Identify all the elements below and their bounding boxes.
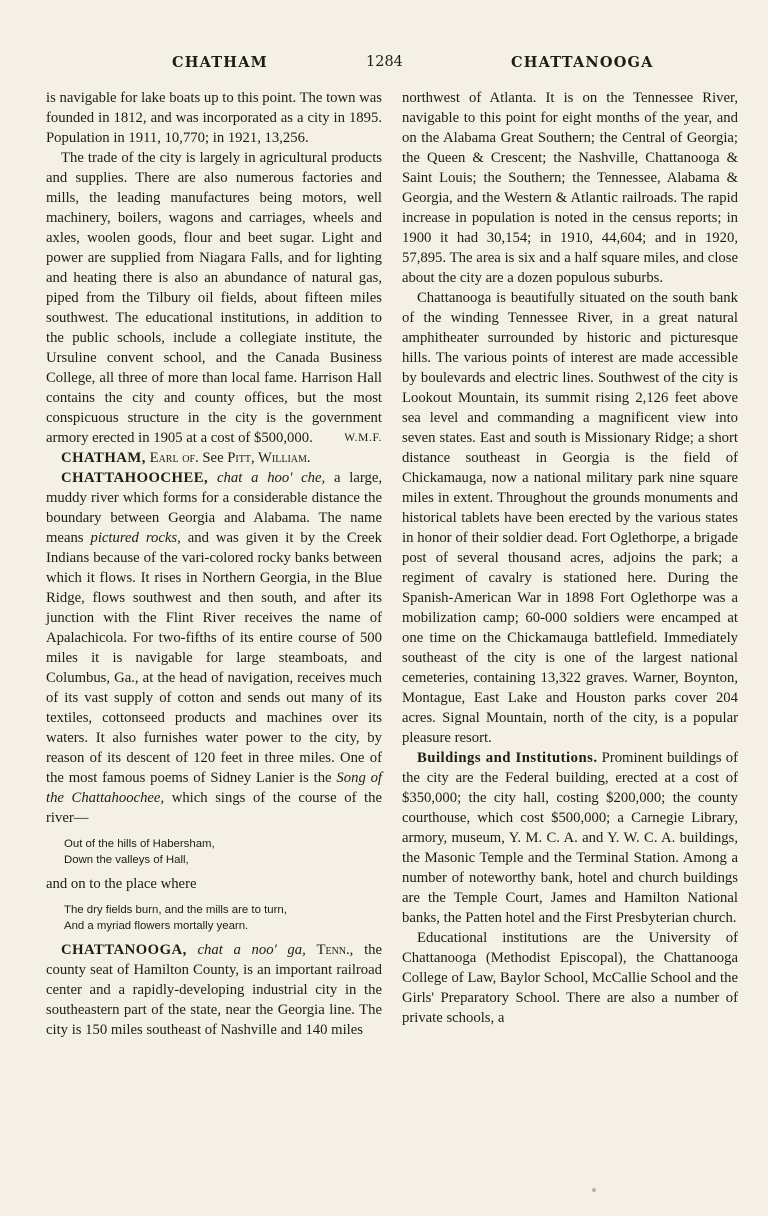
chatham-trade-text: The trade of the city is largely in agricultural products and supplies. There are also numerous factories and mills, the leading manufactures being motors, well machinery, boilers, wagons and carriages, wheels and axles, woolen goods, flour and beet sugar. Light and power are supplied from Niagara Falls, and for lighting and heating there is also an abundance of natural gas, piped from the Tilbury oil fields, about fifteen miles southwest. The educational institutions, in addition to the public schools, include a collegiate institute, the Ursuline convent school, and the Canada Business College, all three of more than local fame. Harrison Hall contains the city and county offices, but the most conspicuous structure in the city is the government armory erected in 1905 at a cost of $500,000.: [46, 150, 382, 446]
poem-line: And a myriad flowers mortally yearn.: [64, 920, 249, 932]
poem-title: Song of the Chattahoochee,: [46, 770, 383, 806]
poem-line: The dry fields burn, and the mills are to turn,: [64, 904, 287, 916]
left-column: [46, 88, 382, 1040]
paper-speck: [592, 1188, 596, 1192]
header-left-guide-word: CHATHAM: [172, 54, 268, 71]
cross-ref-link: Pitt, William.: [227, 450, 311, 466]
right-column: [402, 88, 738, 1028]
entry-text: and was given it by the Creek Indians because of the vari-colored rocky banks between which it flows. It rises in Northern Georgia, in the Blue Ridge, flows southwest and then south, and after its junction with the Flint River receives the name of Apalachicola. For two-fifths of its entire course of 500 miles it is navigable for large steamboats, and Columbus, Ga., at the head of navigation, receives much of its vast supply of cotton and sends out many of its textiles, cottonseed products and machines over its waters. It also furnishes water power to the city, by reason of its descent of 120 feet in three miles. One of the most famous poems of Sidney Lanier is the: [46, 530, 382, 786]
poem-line: Down the valleys of Hall,: [64, 854, 189, 866]
entry-title: Earl of.: [149, 450, 199, 466]
entry-text: which sings of the course of the river—: [46, 790, 382, 826]
buildings-paragraph: [402, 748, 738, 928]
chattanooga-entry: [46, 940, 382, 1040]
chatham-trade-paragraph: [46, 148, 382, 448]
state-abbreviation: Tenn.,: [316, 942, 354, 958]
page-number: 1284: [366, 54, 403, 70]
poem-line: Out of the hills of Habersham,: [64, 838, 215, 850]
poem-quote-2: [64, 902, 382, 934]
cross-ref-see: See: [202, 450, 224, 466]
section-text: Prominent buildings of the city are the Federal building, erected at a cost of $350,000; the city hall, costing $200,000; the county courthouse, which cost $500,000; a Carnegie Library, armory, museum, Y. M. C. A. and Y. W. C. A. buildings, the Masonic Temple and the Terminal Station. Among a number of noteworthy bank, hotel and church buildings are the Temple Court, James and Hamilton National banks, the Patten hotel and the First Presbyterian church.: [402, 750, 739, 926]
chattanooga-setting-paragraph: Chattanooga is beautifully situated on the south bank of the winding Tennessee River, in a great natural amphitheater surrounded by historic and picturesque hills. The various points of interest are made accessible by boulevards and electric lines. Southwest of the city is Lookout Mountain, its summit rising 2,126 feet above sea level and commanding a magnificent view into seven states. East and south is Missionary Ridge; a short distance southeast in Georgia is the field of Chickamauga, now a national military park nine square miles in extent. Throughout the grounds monuments and historical tablets have been erected by the various states in honor of their soldier dead. Fort Oglethorpe, a brigade post of several thousand acres, adjoins the park; a regiment of cavalry is stationed here. During the Spanish-American War in 1898 Fort Oglethorpe was a mobilization camp; 60-000 soldiers were encamped at one time on the Chickamauga battlefield. Immediately southeast of the city is one of the largest national cemeteries, containing 13,322 graves. Warner, Boynton, Montague, East Lake and Houston parks cover 204 acres. Signal Mountain, north of the city, is a popular pleasure resort.: [402, 290, 738, 746]
name-meaning: pictured rocks,: [90, 530, 181, 546]
pronunciation: chat a hoo' che,: [217, 470, 326, 486]
entry-text: the county seat of Hamilton County, is an important railroad center and a rapidly-developing industrial city in the southeastern part of the state, near the Georgia line. The city is 150 miles southeast of Nashville and 140 miles: [46, 942, 383, 1038]
education-paragraph: Educational institutions are the University of Chattanooga (Methodist Episcopal), the Chattanooga College of Law, Baylor School, McCallie School and the Girls' Preparatory School. There are also a number of private schools, a: [402, 930, 738, 1026]
poem-quote-1: [64, 836, 382, 868]
pronunciation: chat a noo' ga,: [197, 942, 306, 958]
running-header: [0, 54, 768, 78]
entry-headword: CHATHAM,: [61, 450, 146, 466]
entry-headword: CHATTAHOOCHEE,: [61, 470, 209, 486]
entry-headword: CHATTANOOGA,: [61, 942, 187, 958]
chatham-continued-paragraph: is navigable for lake boats up to this point. The town was founded in 1812, and was incorporated as a city in 1895. Population in 1911, 10,770; in 1921, 13,256.: [46, 90, 382, 146]
chattanooga-location-paragraph: northwest of Atlanta. It is on the Tennessee River, navigable to this point for eight months of the year, and on the Alabama Great Southern; the Central of Georgia; the Queen & Crescent; the Nashville, Chattanooga & Saint Louis; the Southern; the Tennessee, Alabama & Georgia, and the Western & Atlantic railroads. The rapid increase in population is noted in the census reports; in 1900 it had 30,154; in 1910, 44,604; and in 1920, 57,895. The area is six and a half square miles, and close about the city are a dozen populous suburbs.: [402, 90, 738, 286]
header-right-guide-word: CHATTANOOGA: [511, 54, 654, 71]
author-signature: W.M.F.: [344, 432, 382, 444]
chatham-earl-entry: [46, 448, 382, 468]
entry-text: a large, muddy river which forms for a considerable distance the boundary between Georgia and Alabama. The name means: [46, 470, 383, 546]
section-heading: Buildings and Institutions.: [417, 750, 598, 766]
chattahoochee-entry: [46, 468, 382, 828]
poem-connector: and on to the place where: [46, 876, 197, 892]
